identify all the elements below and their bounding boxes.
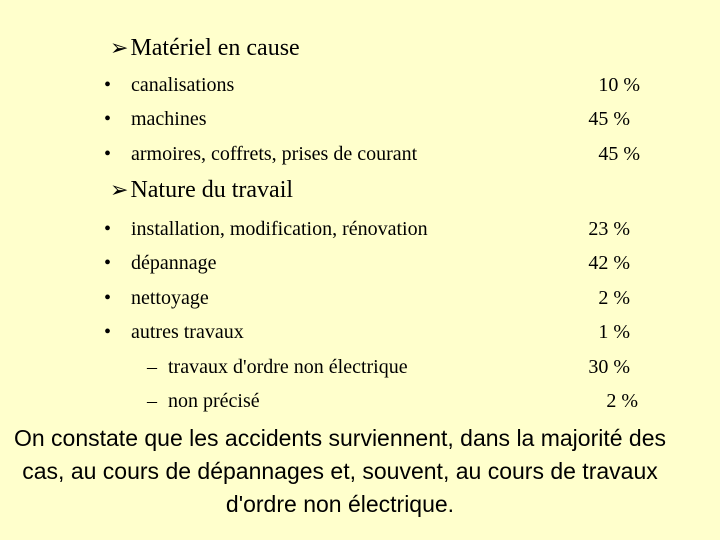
list-item <box>104 141 644 167</box>
item-value: 2 % <box>606 390 638 412</box>
dot-bullet-icon: • <box>104 287 112 309</box>
item-label: travaux d'ordre non électrique <box>168 356 408 378</box>
dot-bullet-icon: • <box>104 108 112 130</box>
dot-bullet-icon: • <box>104 143 112 165</box>
item-value: 23 % <box>588 218 630 240</box>
list-item <box>104 72 644 98</box>
arrow-bullet-icon: ➢ <box>110 36 129 61</box>
item-value: 45 % <box>598 143 640 165</box>
item-label: canalisations <box>131 74 235 96</box>
section-heading-materiel <box>110 34 300 63</box>
item-value: 42 % <box>588 252 630 274</box>
item-label: armoires, coffrets, prises de courant <box>131 143 418 165</box>
list-item <box>104 285 644 311</box>
arrow-bullet-icon: ➢ <box>110 178 129 203</box>
item-value: 10 % <box>598 74 640 96</box>
item-value: 1 % <box>598 321 630 343</box>
section-heading-nature <box>110 176 293 205</box>
item-label: machines <box>131 108 207 130</box>
dash-bullet-icon: – <box>147 356 157 378</box>
section-title: Matériel en cause <box>130 35 300 61</box>
item-label: installation, modification, rénovation <box>131 218 428 240</box>
dash-bullet-icon: – <box>147 390 157 412</box>
dot-bullet-icon: • <box>104 252 112 274</box>
item-value: 2 % <box>598 287 630 309</box>
item-value: 30 % <box>588 356 630 378</box>
sub-list-item <box>104 354 644 380</box>
item-label: dépannage <box>131 252 217 274</box>
dot-bullet-icon: • <box>104 74 112 96</box>
list-item <box>104 106 644 132</box>
dot-bullet-icon: • <box>104 321 112 343</box>
sub-list-item <box>104 388 644 414</box>
list-item <box>104 216 644 242</box>
list-item <box>104 250 644 276</box>
item-value: 45 % <box>588 108 630 130</box>
list-item <box>104 319 644 345</box>
dot-bullet-icon: • <box>104 218 112 240</box>
item-label: autres travaux <box>131 321 244 343</box>
item-label: non précisé <box>168 390 260 412</box>
section-title: Nature du travail <box>130 177 294 203</box>
conclusion-text: On constate que les accidents surviennent, dans la majorité des cas, au cours de dépannages et, souvent, au cours de travaux d'ordre non électrique. <box>13 425 667 517</box>
item-label: nettoyage <box>131 287 209 309</box>
